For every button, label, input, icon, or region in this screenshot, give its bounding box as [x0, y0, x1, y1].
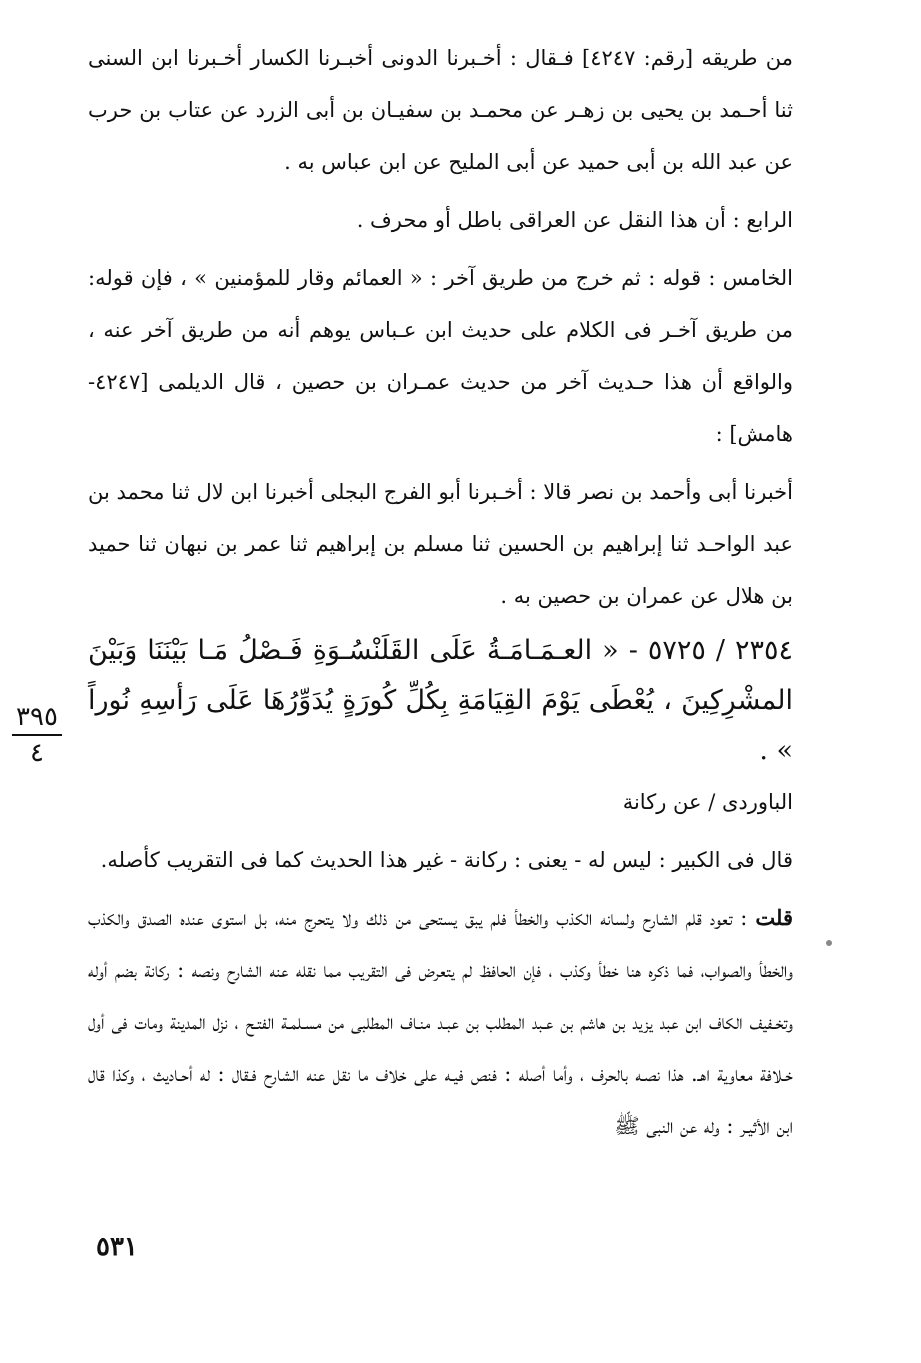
paragraph-5: قال فى الكبير : ليس له - يعنى : ركانة - غير هذا الحديث كما فى التقريب كأصله. — [100, 848, 793, 872]
margin-reference — [6, 700, 68, 770]
paragraph-6 — [88, 892, 793, 1152]
paragraph-6-lead: قلت — [755, 905, 793, 930]
page-number: ٥٣١ — [96, 1232, 138, 1262]
scan-speck — [826, 940, 832, 946]
hadith-source: الباوردى / عن ركانة — [622, 790, 793, 814]
margin-reference-bottom: ٤ — [30, 738, 44, 768]
paragraph-1: من طريقه [رقم: ٤٢٤٧] فـقال : أخـبرنا الدونى أخبـرنا الكسار أخـبرنا ابن السنى ثنا أحـمد بن يحيى بن زهـر عن محمـد بن سفيـان بن أبى الزرد عن عتاب بن حرب عن عبد الله بن أبى حميد عن أبى المليح عن ابن عباس به . — [88, 46, 793, 174]
paragraph-2: الرابع : أن هذا النقل عن العراقى باطل أو محرف . — [356, 208, 793, 232]
paragraph-6-body: : تعود قلم الشارح ولسانه الكذب والخطأ فلم يبق يستحى من ذلك ولا يتحرج منه، بل استوى عنده الصدق والكذب والخطأ والصواب، فما ذكره هنا خطأ وكذب ، فإن الحافظ لم يتعرض فى التقريب مما نقله عنه الشارح ونصه : ركانة بضم أوله وتخـفيف الكاف ابن عبد يزيد بن هاشم بن عـبد المطلب بن عبـد منـاف المطلبى من مسـلمـة الفتـح ، نزل المدينة ومات فى أول خـلافة معاوية اهـ. هذا نصـه بالحرف ، وأما أصله : فنص فيـه على خلاف ما نقل عنه الشارح فـقال : له أحـاديث ، وكذا قال ابن الأثيـر : وله عن النبى ﷺ — [88, 906, 793, 1138]
margin-reference-top: ٣٩٥ — [12, 700, 62, 736]
hadith-text: ٢٣٥٤ / ٥٧٢٥ - « العـمَـامَـةُ عَلَى القَلَنْسُـوَةِ فَـصْلُ مَـا بَيْنَنَا وَبَيْنَ المشْرِكِينَ ، يُعْطَى يَوْمَ القِيَامَةِ بِكُلِّ كُورَةٍ يُدَوِّرُهَا عَلَى رَأسِهِ نُوراً » . — [88, 635, 793, 766]
paragraph-4: أخبرنا أبى وأحمد بن نصر قالا : أخـبرنا أبو الفرج البجلى أخبرنا ابن لال ثنا محمد بن عبد الواحـد ثنا إبراهيم بن الحسين ثنا مسلم بن إبراهيم ثنا عمر بن نبهان ثنا حميد بن هلال عن عمران بن حصين به . — [88, 480, 793, 608]
paragraph-3: الخامس : قوله : ثم خرج من طريق آخر : « العمائم وقار للمؤمنين » ، فإن قوله: من طريق آخـر فى الكلام على حديث ابن عـباس يوهم أنه من طريق آخر عنه ، والواقع أن هذا حـديث آخر من حديث عمـران بن حصين ، قال الديلمى [٤٢٤٧-هامش] : — [88, 266, 793, 446]
main-text-column — [88, 32, 793, 1152]
